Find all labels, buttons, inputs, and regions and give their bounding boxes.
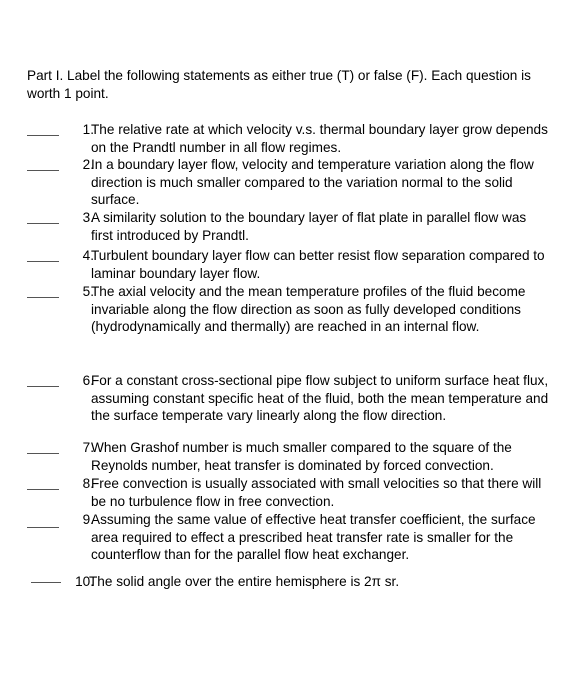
question-text: For a constant cross-sectional pipe flow subject to uniform surface heat flux, assuming constant specific heat of the fluid, both the mean temperature and the surface temperate vary linearly along the flow direction. (91, 373, 549, 424)
answer-blank[interactable] (27, 223, 59, 224)
answer-blank[interactable] (27, 297, 59, 298)
instructions: Part I. Label the following statements as either true (T) or false (F). Each question is worth 1 point. (27, 68, 531, 101)
question-number: 4. (82, 248, 94, 263)
question-text: Turbulent boundary layer flow can better resist flow separation compared to laminar boundary layer flow. (91, 248, 545, 281)
answer-blank[interactable] (27, 170, 59, 171)
question-text: The relative rate at which velocity v.s. thermal boundary layer grow depends on the Prandtl number in all flow regimes. (91, 122, 548, 155)
answer-blank[interactable] (27, 135, 59, 136)
question-text: When Grashof number is much smaller compared to the square of the Reynolds number, heat transfer is dominated by forced convection. (91, 440, 512, 473)
question-text: Free convection is usually associated with small velocities so that there will be no turbulence flow in free convection. (91, 476, 542, 509)
question-number: 2. (82, 157, 94, 172)
answer-blank[interactable] (27, 527, 59, 528)
question-number: 1. (82, 122, 94, 137)
answer-blank[interactable] (27, 453, 59, 454)
question-number: 3. (82, 210, 94, 225)
question-text: The solid angle over the entire hemisphere is 2π sr. (89, 574, 400, 589)
question-text: Assuming the same value of effective heat transfer coefficient, the surface area required to effect a prescribed heat transfer rate is smaller for the counterflow than for the parallel flow heat exchanger. (91, 512, 536, 563)
answer-blank[interactable] (31, 582, 61, 583)
question-text: The axial velocity and the mean temperature profiles of the fluid become invariable along the flow direction as soon as fully developed conditions (hydrodynamically and thermally) are reached in an internal flow. (91, 284, 526, 335)
question-number: 8. (82, 476, 94, 491)
question-number: 7. (82, 440, 94, 455)
question-number: 6. (82, 373, 94, 388)
question-text: A similarity solution to the boundary layer of flat plate in parallel flow was first introduced by Prandtl. (91, 210, 527, 243)
question-number: 10. (75, 574, 94, 589)
answer-blank[interactable] (27, 386, 59, 387)
question-number: 5. (82, 284, 94, 299)
question-number: 9. (82, 512, 94, 527)
answer-blank[interactable] (27, 261, 59, 262)
answer-blank[interactable] (27, 489, 59, 490)
question-text: In a boundary layer flow, velocity and temperature variation along the flow direction is much smaller compared to the variation normal to the solid surface. (91, 157, 534, 208)
